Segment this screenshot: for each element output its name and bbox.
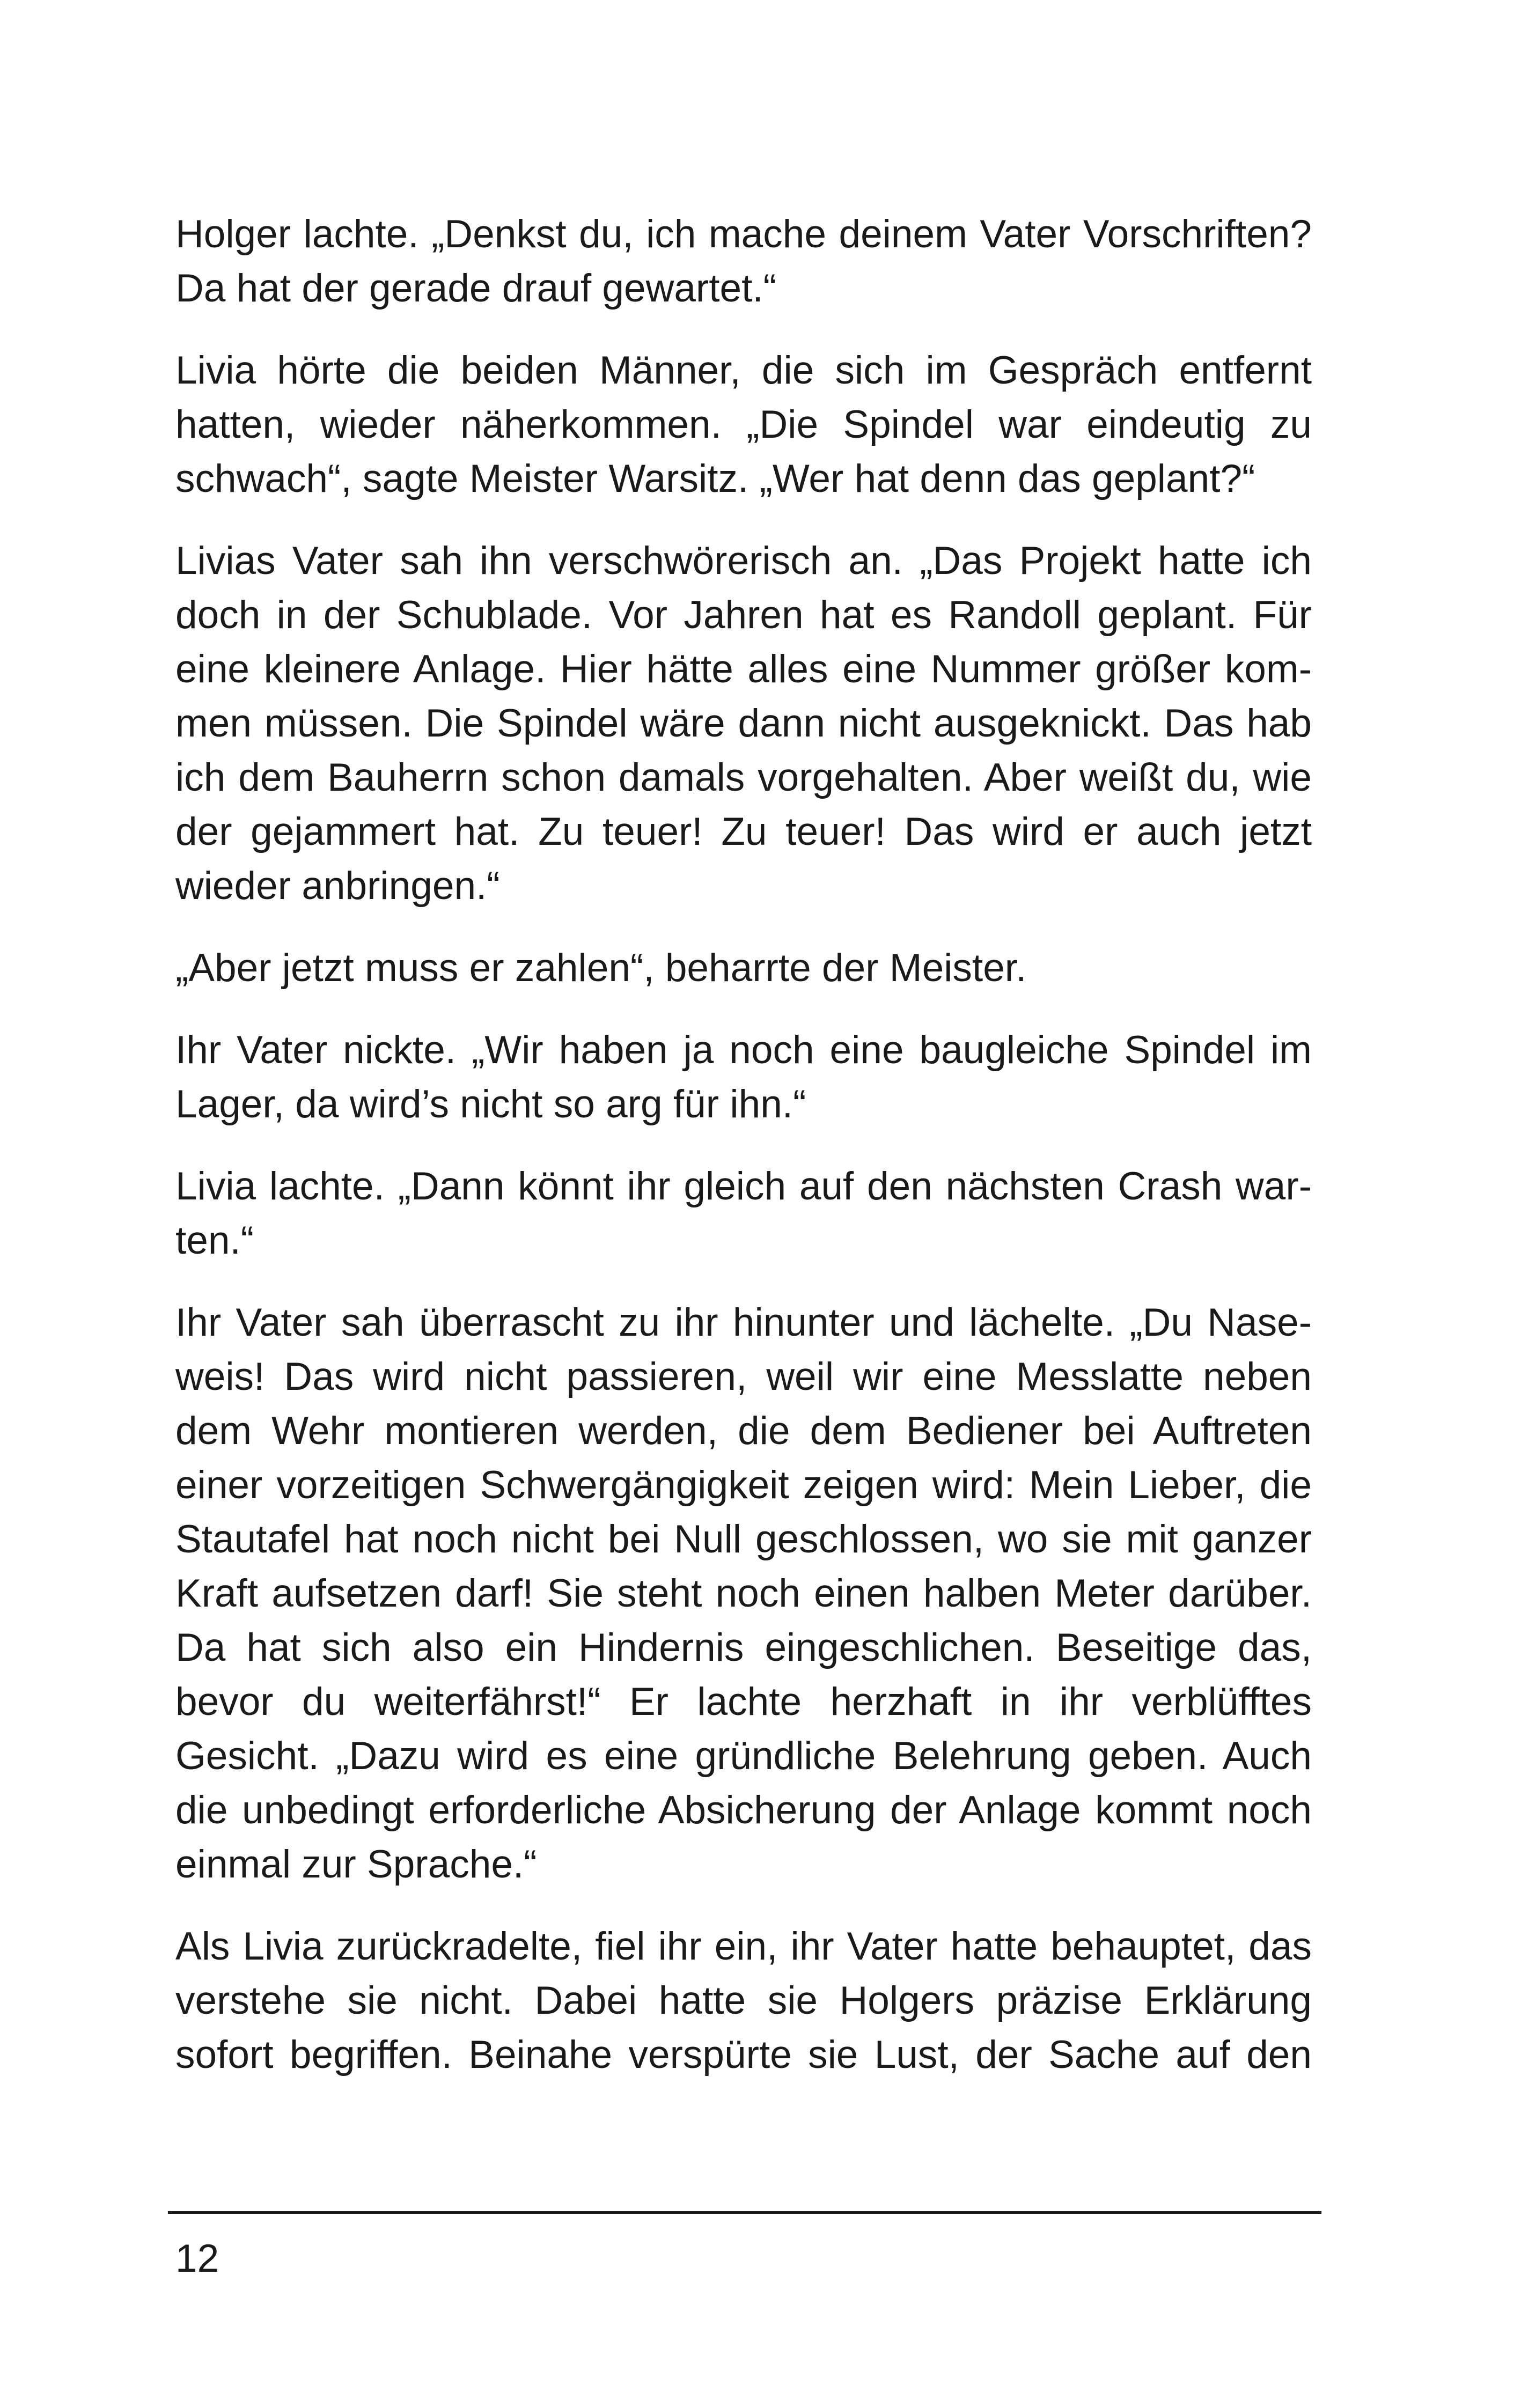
paragraph: Als Livia zurückradelte, fiel ihr ein, ihr Vater hatte behauptet, das verstehe sie nicht. Dabei hatte sie Holgers präzise Erklärung sofort begriffen. Beinahe verspürte sie Lust, der Sache auf den bbox=[175, 1925, 1312, 2076]
paragraph: Livia hörte die beiden Männer, die sich im Gespräch entfernt hatten, wieder näherkommen. „Die Spindel war eindeutig zu schwach“, sagte Meister Warsitz. „Wer hat denn das geplant?“ bbox=[175, 349, 1312, 500]
paragraph: Ihr Vater nickte. „Wir haben ja noch eine baugleiche Spindel im Lager, da wird’s nicht so arg für ihn.“ bbox=[175, 1028, 1312, 1126]
paragraph: Ihr Vater sah überrascht zu ihr hinunter und lächelte. „Du Naseweis! Das wird nicht passieren, weil wir eine Messlatte neben dem Wehr montieren werden, die dem Bediener bei Auftreten einer vorzeitigen Schwergängigkeit zeigen wird: Mein Lieber, die Stautafel hat noch nicht bei Null geschlossen, wo sie mit ganzer Kraft aufsetzen darf! Sie steht noch einen halben Meter darüber. Da hat sich also ein Hindernis eingeschlichen. Beseitige das, bevor du weiterfährst!“ Er lachte herzhaft in ihr verblüfftes Gesicht. „Dazu wird es eine gründliche Belehrung geben. Auch die unbedingt erforderliche Absicherung der Anlage kommt noch einmal zur Sprache.“ bbox=[175, 1301, 1312, 1886]
paragraph: „Aber jetzt muss er zahlen“, beharrte der Meister. bbox=[175, 946, 1027, 990]
paragraph: Livia lachte. „Dann könnt ihr gleich auf den nächsten Crash warten.“ bbox=[175, 1165, 1312, 1262]
page-number: 12 bbox=[175, 2237, 219, 2280]
paragraph: Livias Vater sah ihn verschwörerisch an. „Das Projekt hatte ich doch in der Schublade. Vor Jahren hat es Randoll geplant. Für eine kleinere Anlage. Hier hätte alles eine Nummer größer kommen müssen. Die Spindel wäre dann nicht ausgeknickt. Das hab ich dem Bauherrn schon damals vorgehalten. Aber weißt du, wie der gejammert hat. Zu teuer! Zu teuer! Das wird er auch jetzt wieder anbringen.“ bbox=[175, 539, 1312, 908]
paragraph: Holger lachte. „Denkst du, ich mache deinem Vater Vorschriften? Da hat der gerade drauf gewartet.“ bbox=[175, 212, 1312, 310]
body-text bbox=[175, 207, 1312, 2082]
footer-rule bbox=[168, 2211, 1321, 2214]
